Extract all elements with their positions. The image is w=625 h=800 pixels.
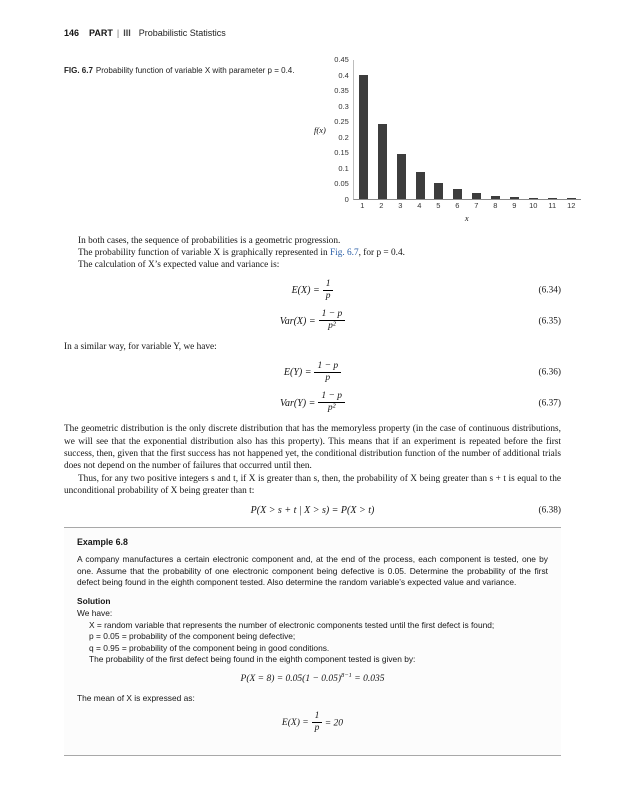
x-tick-label: 9 [512,201,517,210]
fraction [318,391,345,414]
fraction-numerator: 1 [312,711,323,723]
equation-number: (6.37) [538,398,561,409]
chart-y-axis [328,55,353,204]
fraction-numerator: 1 − p [319,309,346,321]
x-tick-label: 5 [436,201,441,210]
equation-text: P(X = 8) = 0.05(1 − 0.05) [240,674,342,685]
bar-slot [448,189,467,199]
fraction [312,711,323,734]
x-tick-label: 7 [474,201,479,210]
x-tick-label: 2 [379,201,384,210]
equation-6-38 [64,505,561,517]
bar [397,154,406,199]
bar-slot [562,198,581,199]
x-tick-label: 1 [360,201,365,210]
fraction-denominator: p [325,372,331,383]
bar [472,193,481,199]
bar [491,196,500,199]
equation-6-36 [64,362,561,385]
equation-6-35 [64,310,561,333]
bar-slot [486,196,505,199]
fraction-denominator: p [325,290,331,301]
equation-lhs: Var(X) = [279,316,316,328]
figure-caption-text: Probability function of variable X with parameter p = 0.4. [95,66,295,75]
bar-slot [467,193,486,199]
paragraph-similar-way: In a similar way, for variable Y, we have: [64,342,217,353]
x-tick-label: 4 [417,201,422,210]
equation-6-37 [64,392,561,415]
example-equation-mean [77,712,548,735]
we-have-line: We have: [77,607,113,618]
equation-text: = 0.035 [351,674,385,685]
running-title: Probabilistic Statistics [138,28,226,38]
chart-x-axis [353,202,581,210]
fraction [319,309,346,332]
solution-items [89,620,548,665]
y-tick-label: 0.15 [334,148,349,158]
paragraph-calculation-intro: The calculation of X’s expected value and variance is: [78,260,280,271]
bar-slot [354,75,373,199]
paragraph-geometric-progression: In both cases, the sequence of probabilities is a geometric progression. [78,235,341,246]
example-box [64,527,561,755]
y-tick-label: 0.25 [334,117,349,127]
chart-x-axis-title [353,213,581,223]
page-number: 146 [64,28,80,38]
x-tick-label: 12 [567,201,576,210]
equation-rhs: = 20 [324,718,344,729]
solution-item: The probability of the first defect being found in the eighth component tested is given by: [89,654,416,665]
x-tick-label: 6 [455,201,460,210]
equation-lhs: E(X) = [291,285,320,297]
paragraph-positive-integers: Thus, for any two positive integers s and t, if X is greater than s, then, the probability of X being greater than s + t is equal to the unconditional probability of X being greater than t: [64,473,561,497]
bar [567,198,576,199]
paragraph-memoryless: The geometric distribution is the only discrete distribution that has the memoryless property (in the case of continuous distributions, we will see that the exponential distribution also has this property). This means that if an experiment is repeated before the first success, then, given that the first success has not happened yet, the conditional distribution function of the number of additional trials does not depend on the number of failures that occurred until then. [64,424,561,472]
figure-chart [314,55,581,223]
y-tick-label: 0.4 [338,70,349,80]
equation-number: (6.34) [538,285,561,296]
y-axis-title-text: f(x) [314,125,326,135]
bar [359,75,368,199]
x-tick-label: 3 [398,201,403,210]
y-tick-label: 0.45 [334,55,349,64]
x-axis-title-text: x [464,212,469,223]
bar [416,172,425,199]
solution-heading: Solution [77,596,111,607]
equation-lhs: E(X) = [281,718,309,729]
y-tick-label: 0.35 [334,86,349,96]
y-tick-label: 0.05 [334,179,349,189]
y-tick-label: 0.3 [338,101,349,111]
bar-slot [543,198,562,199]
chart-body [328,55,581,223]
example-equation-probability [77,672,548,686]
part-number: III [123,28,131,38]
example-intro: A company manufactures a certain electronic component and, at the end of the process, each component is tested, one by one. Assume that the probability of one electronic component being defective is 0.05. Determine the probability of the first defect being found in the eighth component tested. Also determine the random variable’s expected value and variance. [77,554,548,588]
bar-slot [524,198,543,199]
equation-number: (6.36) [538,367,561,378]
bar-slot [392,154,411,199]
equation-number: (6.38) [538,505,561,516]
bar-slot [411,172,430,199]
fraction-numerator: 1 − p [318,391,345,403]
equation-exponent: 8−1 [341,672,352,680]
bar-slot [429,183,448,199]
solution-item: p = 0.05 = probability of the component being defective; [89,631,296,642]
figure-6-7 [64,55,576,223]
y-tick-label: 0 [344,195,349,204]
equation-lhs: Var(Y) = [279,398,316,410]
bar-slot [505,197,524,199]
fraction [323,279,334,302]
figure-caption [64,60,308,223]
paragraph-text: The probability function of variable X is graphically represented in [78,247,330,258]
bar [548,198,557,199]
x-tick-label: 10 [529,201,538,210]
bar [453,189,462,199]
solution-item: q = 0.95 = probability of the component being in good conditions. [89,642,330,653]
figure-label: FIG. 6.7 [64,66,93,75]
bar [510,197,519,199]
paragraph-fig-reference [64,247,561,259]
bar-slot [373,124,392,199]
fraction-denominator: p² [328,321,336,332]
x-tick-label: 8 [493,201,498,210]
equation-text: P(X > s + t | X > s) = P(X > t) [250,505,375,517]
equation-number: (6.35) [538,316,561,327]
mean-intro-line: The mean of X is expressed as: [77,693,195,704]
paragraph-text: , for p = 0.4. [358,247,405,258]
fraction-denominator: p [314,722,320,733]
part-label: PART [89,28,113,38]
chart-plot [353,60,581,200]
fraction-numerator: 1 − p [314,361,341,373]
bar [529,198,538,199]
equation-6-34 [64,280,561,303]
fraction-numerator: 1 [323,279,334,291]
bar [378,124,387,199]
part-separator: | [116,28,120,38]
x-tick-label: 11 [548,201,557,210]
running-head [64,28,561,38]
fraction [314,361,341,384]
y-tick-label: 0.2 [338,132,349,142]
y-tick-label: 0.1 [338,163,349,173]
fig-6-7-link[interactable]: Fig. 6.7 [329,247,359,258]
bar [434,183,443,199]
equation-lhs: E(Y) = [283,367,312,379]
example-heading: Example 6.8 [77,537,128,548]
chart-y-axis-title [314,60,326,200]
solution-item: X = random variable that represents the number of electronic components tested until the first defect is found; [89,620,495,631]
body-text [64,235,561,518]
fraction-denominator: p² [327,403,336,414]
